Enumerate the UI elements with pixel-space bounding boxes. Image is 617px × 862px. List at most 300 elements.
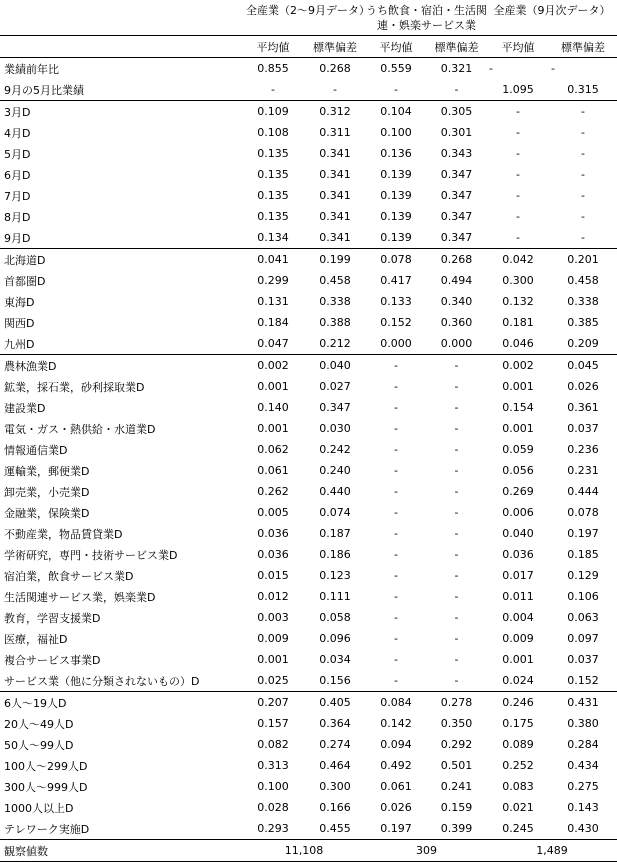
cell-std: - xyxy=(581,168,585,181)
row-label: 首都圏D xyxy=(4,274,46,288)
table-body xyxy=(0,58,617,840)
sub-header-mean: 平均値 xyxy=(487,36,549,58)
cell-mean: 0.157 xyxy=(257,717,289,730)
cell-std: 0.380 xyxy=(567,717,599,730)
cell-mean: 0.062 xyxy=(257,443,289,456)
cell-mean: 0.262 xyxy=(257,485,289,498)
cell-mean: 0.056 xyxy=(502,464,534,477)
cell-mean: 0.300 xyxy=(502,274,534,287)
cell-mean: 0.001 xyxy=(257,380,289,393)
cell-mean: - xyxy=(394,632,398,645)
cell-mean: 0.104 xyxy=(366,101,426,123)
cell-std: 0.347 xyxy=(440,231,473,244)
row-label: 農林漁業D xyxy=(0,355,242,377)
cell-mean: 0.002 xyxy=(487,355,549,377)
cell-std: 0.275 xyxy=(567,780,599,793)
cell-std: 0.123 xyxy=(319,569,351,582)
cell-mean: 0.175 xyxy=(502,717,534,730)
cell-std: 0.458 xyxy=(567,274,599,287)
cell-mean: - xyxy=(516,231,520,244)
cell-mean: 0.009 xyxy=(257,632,289,645)
table-row xyxy=(0,818,617,840)
cell-mean: 0.139 xyxy=(380,210,412,223)
cell-std: 0.209 xyxy=(567,337,599,350)
cell-std: - xyxy=(454,83,459,96)
cell-std: 0.199 xyxy=(304,249,366,271)
cell-std: 0.027 xyxy=(319,380,351,393)
cell-std: 0.274 xyxy=(319,738,351,751)
table-row xyxy=(0,164,617,185)
table-row xyxy=(0,734,617,755)
row-label: 情報通信業D xyxy=(4,443,68,457)
row-label: 関西D xyxy=(4,316,35,330)
cell-mean: - xyxy=(516,168,520,181)
sub-header-std: 標準偏差 xyxy=(549,36,617,58)
table-row xyxy=(0,439,617,460)
cell-std: 0.360 xyxy=(440,316,473,329)
cell-mean: 0.139 xyxy=(380,231,412,244)
cell-mean: 0.135 xyxy=(257,189,289,202)
cell-std: 0.444 xyxy=(567,485,599,498)
cell-mean: - xyxy=(394,674,398,687)
cell-std: 0.242 xyxy=(319,443,351,456)
cell-std: 0.026 xyxy=(567,380,599,393)
cell-std: 0.292 xyxy=(440,738,473,751)
cell-std: 0.434 xyxy=(567,759,599,772)
cell-std: 0.305 xyxy=(426,101,487,123)
cell-std: 0.347 xyxy=(440,210,473,223)
cell-mean: 0.001 xyxy=(257,653,289,666)
cell-std: 0.361 xyxy=(567,401,599,414)
row-label: 建設業D xyxy=(4,401,46,415)
cell-std: 0.311 xyxy=(319,126,351,139)
cell-mean: 0.313 xyxy=(257,759,289,772)
cell-mean: 0.100 xyxy=(380,126,412,139)
row-label: 4月D xyxy=(4,126,31,140)
row-label: 金融業，保険業D xyxy=(4,506,90,520)
cell-mean: 0.207 xyxy=(242,692,304,714)
table-row xyxy=(0,143,617,164)
cell-std: 0.388 xyxy=(319,316,351,329)
cell-mean: 0.024 xyxy=(502,674,534,687)
cell-mean: 0.293 xyxy=(242,818,304,840)
row-label: 9月の5月比業績 xyxy=(4,83,84,97)
cell-mean: 0.009 xyxy=(502,632,534,645)
observations-food-lodging-leisure: 309 xyxy=(366,840,487,862)
cell-mean: 0.134 xyxy=(257,231,289,244)
cell-std: 0.187 xyxy=(319,527,351,540)
group-header-all-industries-feb-sep: 全産業（2〜9月データ） xyxy=(246,4,370,17)
cell-mean: - xyxy=(516,147,520,160)
cell-std: 0.399 xyxy=(426,818,487,840)
cell-mean: - xyxy=(489,62,493,75)
table-row xyxy=(0,460,617,481)
cell-mean: 0.036 xyxy=(257,527,289,540)
cell-std: 0.321 xyxy=(440,62,473,75)
cell-std: 0.455 xyxy=(304,818,366,840)
cell-std: 0.097 xyxy=(567,632,599,645)
cell-mean: 0.094 xyxy=(380,738,412,751)
cell-mean: 0.001 xyxy=(502,653,534,666)
cell-std: 0.340 xyxy=(440,295,473,308)
cell-std: 0.347 xyxy=(440,189,473,202)
cell-mean: 0.135 xyxy=(257,168,289,181)
row-label: 5月D xyxy=(4,147,31,161)
table-row xyxy=(0,713,617,734)
cell-mean: 0.108 xyxy=(257,126,289,139)
cell-mean: - xyxy=(271,83,275,96)
table-row xyxy=(0,692,617,714)
table-row xyxy=(0,481,617,502)
cell-std: - xyxy=(454,674,459,687)
table-row xyxy=(0,565,617,586)
cell-mean: 0.003 xyxy=(257,611,289,624)
cell-mean: 0.109 xyxy=(242,101,304,123)
cell-mean: - xyxy=(487,101,549,123)
cell-mean: 0.133 xyxy=(380,295,412,308)
table-row xyxy=(0,227,617,249)
cell-std: 0.430 xyxy=(549,818,617,840)
cell-std: 0.058 xyxy=(319,611,351,624)
sub-header-mean: 平均値 xyxy=(242,36,304,58)
cell-mean: - xyxy=(516,210,520,223)
cell-mean: - xyxy=(394,443,398,456)
sub-header-mean: 平均値 xyxy=(366,36,426,58)
cell-mean: 0.040 xyxy=(502,527,534,540)
table-row xyxy=(0,607,617,628)
cell-std: 0.129 xyxy=(567,569,599,582)
row-label: 生活関連サービス業，娯楽業D xyxy=(4,590,156,604)
cell-std: 0.034 xyxy=(319,653,351,666)
cell-std: 0.501 xyxy=(440,759,473,772)
cell-mean: 0.089 xyxy=(502,738,534,751)
cell-mean: 0.417 xyxy=(380,274,412,287)
cell-std: - xyxy=(454,548,459,561)
cell-std: 0.037 xyxy=(567,422,599,435)
cell-std: - xyxy=(581,231,585,244)
cell-mean: 0.131 xyxy=(257,295,289,308)
cell-mean: - xyxy=(394,548,398,561)
table-row xyxy=(0,755,617,776)
cell-mean: 0.047 xyxy=(257,337,289,350)
cell-std: 0.231 xyxy=(567,464,599,477)
table-row xyxy=(0,586,617,607)
corner-cell xyxy=(0,3,242,36)
cell-std: - xyxy=(454,464,459,477)
table-row xyxy=(0,670,617,692)
table-row xyxy=(0,544,617,565)
row-label: 学術研究，専門・技術サービス業D xyxy=(4,548,178,562)
cell-mean: 0.083 xyxy=(502,780,534,793)
table-row xyxy=(0,418,617,439)
cell-std: 0.063 xyxy=(567,611,599,624)
cell-std: 0.156 xyxy=(319,674,351,687)
table-row xyxy=(0,312,617,333)
group-header-food-lodging-leisure: うち飲食・宿泊・生活関連・娯楽サービス業 xyxy=(366,4,487,32)
row-label: 20人〜49人D xyxy=(4,717,74,731)
cell-std: 0.300 xyxy=(319,780,351,793)
cell-std: 0.315 xyxy=(567,83,599,96)
cell-std: 0.111 xyxy=(319,590,351,603)
table-row xyxy=(0,185,617,206)
cell-std: 0.464 xyxy=(319,759,351,772)
cell-mean: 0.246 xyxy=(487,692,549,714)
cell-mean: 0.855 xyxy=(257,62,289,75)
row-label: 東海D xyxy=(4,295,35,309)
cell-mean: 0.269 xyxy=(502,485,534,498)
group-header-all-industries-sep: 全産業（9月次データ） xyxy=(493,4,611,17)
cell-std: 0.364 xyxy=(319,717,351,730)
cell-std: 0.338 xyxy=(567,295,599,308)
cell-mean: - xyxy=(394,506,398,519)
cell-mean: 0.005 xyxy=(257,506,289,519)
row-label: 8月D xyxy=(4,210,31,224)
cell-mean: 0.492 xyxy=(380,759,412,772)
table-row xyxy=(0,291,617,312)
cell-std: - xyxy=(454,443,459,456)
table-row xyxy=(0,249,617,271)
cell-mean: 0.011 xyxy=(502,590,534,603)
cell-mean: - xyxy=(394,464,398,477)
cell-std: 0.347 xyxy=(319,401,351,414)
cell-std: 0.152 xyxy=(567,674,599,687)
cell-mean: 0.184 xyxy=(257,316,289,329)
observations-label: 観察値数 xyxy=(0,840,242,862)
row-label: 1000人以上D xyxy=(4,801,74,815)
row-label: 電気・ガス・熱供給・水道業D xyxy=(4,422,156,436)
cell-std: 0.096 xyxy=(319,632,351,645)
cell-mean: 0.001 xyxy=(257,422,289,435)
cell-std: 0.201 xyxy=(549,249,617,271)
row-label: 北海道D xyxy=(0,249,242,271)
cell-mean: 0.100 xyxy=(257,780,289,793)
cell-std: 0.078 xyxy=(567,506,599,519)
table-row xyxy=(0,101,617,123)
cell-std: 0.040 xyxy=(304,355,366,377)
cell-mean: 0.006 xyxy=(502,506,534,519)
row-label: 鉱業，採石業，砂利採取業D xyxy=(4,380,145,394)
cell-mean: - xyxy=(516,126,520,139)
cell-std: 0.301 xyxy=(440,126,473,139)
cell-std: - xyxy=(426,355,487,377)
table-row xyxy=(0,797,617,818)
cell-std: - xyxy=(581,189,585,202)
cell-std: 0.341 xyxy=(319,147,351,160)
cell-mean: 0.001 xyxy=(502,380,534,393)
cell-std: - xyxy=(454,380,459,393)
table-row xyxy=(0,776,617,797)
cell-std: - xyxy=(581,147,585,160)
cell-mean: 0.136 xyxy=(380,147,412,160)
cell-std: 0.240 xyxy=(319,464,351,477)
row-label: テレワーク実施D xyxy=(0,818,242,840)
cell-std: 0.341 xyxy=(319,231,351,244)
cell-std: 0.159 xyxy=(440,801,473,814)
cell-std: 0.440 xyxy=(319,485,351,498)
cell-mean: 0.082 xyxy=(257,738,289,751)
cell-std: 0.284 xyxy=(567,738,599,751)
cell-std: 0.405 xyxy=(304,692,366,714)
cell-mean: 0.252 xyxy=(502,759,534,772)
cell-std: 0.341 xyxy=(319,210,351,223)
cell-mean: - xyxy=(516,189,520,202)
cell-std: 0.074 xyxy=(319,506,351,519)
table-row xyxy=(0,333,617,355)
cell-mean: - xyxy=(366,355,426,377)
cell-std: 0.106 xyxy=(567,590,599,603)
cell-mean: 0.015 xyxy=(257,569,289,582)
cell-std: - xyxy=(581,126,585,139)
cell-mean: 0.132 xyxy=(502,295,534,308)
cell-std: - xyxy=(549,101,617,123)
cell-mean: 0.046 xyxy=(502,337,534,350)
cell-std: 0.241 xyxy=(440,780,473,793)
row-label: 6月D xyxy=(4,168,31,182)
table-row xyxy=(0,58,617,80)
cell-mean: 0.152 xyxy=(380,316,412,329)
row-label: 業績前年比 xyxy=(4,62,59,76)
cell-std: - xyxy=(454,401,459,414)
table-row xyxy=(0,376,617,397)
cell-mean: 0.042 xyxy=(487,249,549,271)
table-row xyxy=(0,122,617,143)
cell-std: 0.431 xyxy=(549,692,617,714)
cell-std: 0.312 xyxy=(304,101,366,123)
row-label: 100人〜299人D xyxy=(4,759,88,773)
cell-std: - xyxy=(454,611,459,624)
cell-mean: 0.139 xyxy=(380,168,412,181)
cell-mean: 0.139 xyxy=(380,189,412,202)
cell-mean: - xyxy=(394,590,398,603)
row-label: 九州D xyxy=(4,337,35,351)
cell-mean: 0.299 xyxy=(257,274,289,287)
cell-mean: 0.036 xyxy=(257,548,289,561)
cell-mean: 1.095 xyxy=(502,83,534,96)
cell-mean: - xyxy=(394,422,398,435)
row-label: 運輸業，郵便業D xyxy=(4,464,90,478)
cell-std: 0.197 xyxy=(567,527,599,540)
cell-std: 0.186 xyxy=(319,548,351,561)
cell-mean: 0.021 xyxy=(502,801,534,814)
cell-std: 0.338 xyxy=(319,295,351,308)
cell-mean: 0.245 xyxy=(487,818,549,840)
cell-std: - xyxy=(454,485,459,498)
cell-std: - xyxy=(454,527,459,540)
cell-std: 0.268 xyxy=(426,249,487,271)
cell-mean: 0.135 xyxy=(257,147,289,160)
cell-std: 0.458 xyxy=(319,274,351,287)
table-row xyxy=(0,79,617,101)
cell-std: 0.278 xyxy=(426,692,487,714)
row-label: 宿泊業，飲食サービス業D xyxy=(4,569,134,583)
cell-mean: 0.012 xyxy=(257,590,289,603)
row-label: 3月D xyxy=(0,101,242,123)
cell-std: 0.030 xyxy=(319,422,351,435)
cell-mean: 0.061 xyxy=(380,780,412,793)
row-label: 卸売業，小売業D xyxy=(4,485,90,499)
cell-mean: - xyxy=(394,653,398,666)
cell-std: - xyxy=(454,590,459,603)
cell-std: - xyxy=(551,62,555,75)
cell-std: 0.236 xyxy=(567,443,599,456)
row-label: 不動産業，物品賃貸業D xyxy=(4,527,123,541)
cell-std: 0.347 xyxy=(440,168,473,181)
cell-mean: - xyxy=(394,401,398,414)
table-row xyxy=(0,355,617,377)
cell-std: 0.143 xyxy=(567,801,599,814)
table-row xyxy=(0,502,617,523)
cell-std: - xyxy=(454,569,459,582)
row-label: 50人〜99人D xyxy=(4,738,74,752)
cell-std: - xyxy=(454,422,459,435)
cell-std: 0.341 xyxy=(319,168,351,181)
table-row xyxy=(0,206,617,227)
cell-std: - xyxy=(454,506,459,519)
cell-mean: 0.135 xyxy=(257,210,289,223)
cell-mean: - xyxy=(394,611,398,624)
cell-mean: 0.026 xyxy=(380,801,412,814)
table-row xyxy=(0,270,617,291)
sub-header-std: 標準偏差 xyxy=(426,36,487,58)
cell-mean: 0.197 xyxy=(366,818,426,840)
table-row xyxy=(0,628,617,649)
cell-std: 0.268 xyxy=(319,62,351,75)
row-label: 教育，学習支援業D xyxy=(4,611,101,625)
cell-std: 0.341 xyxy=(319,189,351,202)
row-label: サービス業（他に分類されないもの）D xyxy=(4,674,200,688)
descriptive-statistics-table xyxy=(0,3,617,862)
cell-std: 0.185 xyxy=(567,548,599,561)
cell-mean: 0.001 xyxy=(502,422,534,435)
cell-mean: - xyxy=(394,83,398,96)
table-row xyxy=(0,649,617,670)
cell-std: - xyxy=(454,653,459,666)
cell-std: 0.494 xyxy=(440,274,473,287)
cell-mean: 0.017 xyxy=(502,569,534,582)
group-header-row xyxy=(0,3,617,36)
observations-row xyxy=(0,840,617,862)
cell-mean: 0.140 xyxy=(257,401,289,414)
row-label: 複合サービス事業D xyxy=(4,653,101,667)
cell-mean: 0.041 xyxy=(242,249,304,271)
sub-header-std: 標準偏差 xyxy=(304,36,366,58)
cell-mean: - xyxy=(394,527,398,540)
cell-mean: 0.002 xyxy=(242,355,304,377)
row-label: 医療，福祉D xyxy=(4,632,68,646)
table-row xyxy=(0,523,617,544)
cell-std: 0.000 xyxy=(440,337,473,350)
row-label: 6人〜19人D xyxy=(0,692,242,714)
cell-std: - xyxy=(333,83,337,96)
row-label: 9月D xyxy=(4,231,31,245)
cell-mean: 0.025 xyxy=(257,674,289,687)
cell-std: - xyxy=(581,210,585,223)
cell-mean: 0.036 xyxy=(502,548,534,561)
cell-mean: 0.004 xyxy=(502,611,534,624)
cell-std: 0.350 xyxy=(440,717,473,730)
cell-mean: - xyxy=(394,380,398,393)
cell-mean: 0.084 xyxy=(366,692,426,714)
cell-std: - xyxy=(454,632,459,645)
cell-std: 0.037 xyxy=(567,653,599,666)
cell-mean: 0.142 xyxy=(380,717,412,730)
cell-std: 0.385 xyxy=(567,316,599,329)
cell-std: 0.166 xyxy=(319,801,351,814)
row-label: 7月D xyxy=(4,189,31,203)
cell-mean: 0.154 xyxy=(502,401,534,414)
sub-header-row xyxy=(0,36,617,58)
cell-mean: 0.061 xyxy=(257,464,289,477)
